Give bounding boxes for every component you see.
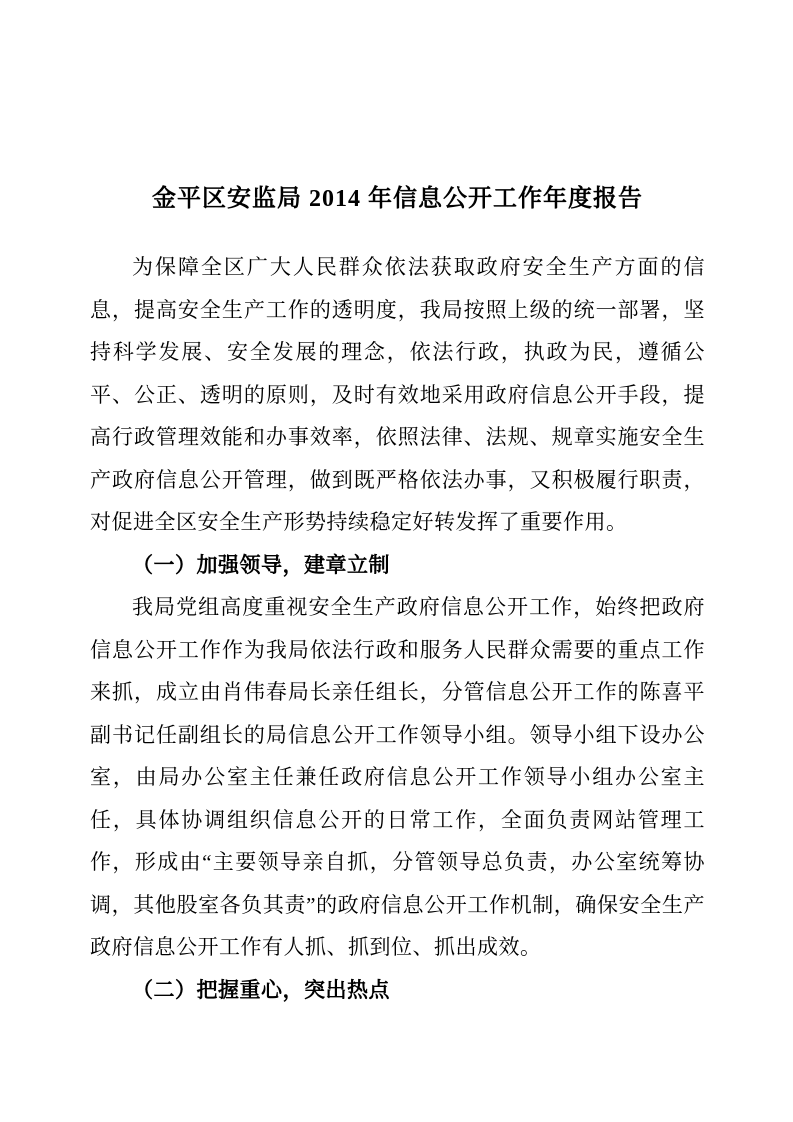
- paragraph-section-1: 我局党组高度重视安全生产政府信息公开工作，始终把政府信息公开工作作为我局依法行政和服务人民群众需要的重点工作来抓，成立由肖伟春局长亲任组长，分管信息公开工作的陈喜平副书记任副组长的局信息公开工作领导小组。领导小组下设办公室，由局办公室主任兼任政府信息公开工作领导小组办公室主任，具体协调组织信息公开的日常工作，全面负责网站管理工作，形成由“主要领导亲自抓，分管领导总负责，办公室统筹协调，其他股室各负其责”的政府信息公开工作机制，确保安全生产政府信息公开工作有人抓、抓到位、抓出成效。: [90, 595, 705, 959]
- section-heading-2: （二）把握重心，突出热点: [132, 977, 390, 1002]
- paragraph-intro: 为保障全区广大人民群众依法获取政府安全生产方面的信息，提高安全生产工作的透明度，我局按照上级的统一部署，坚持科学发展、安全发展的理念，依法行政，执政为民，遵循公平、公正、透明的原则，及时有效地采用政府信息公开手段，提高行政管理效能和办事效率，依照法律、法规、规章实施安全生产政府信息公开管理，做到既严格依法办事，又积极履行职责，对促进全区安全生产形势持续稳定好转发挥了重要作用。: [90, 255, 705, 534]
- section-heading-1: （一）加强领导，建章立制: [132, 552, 390, 577]
- document-title: 金平区安监局 2014 年信息公开工作年度报告: [152, 186, 643, 212]
